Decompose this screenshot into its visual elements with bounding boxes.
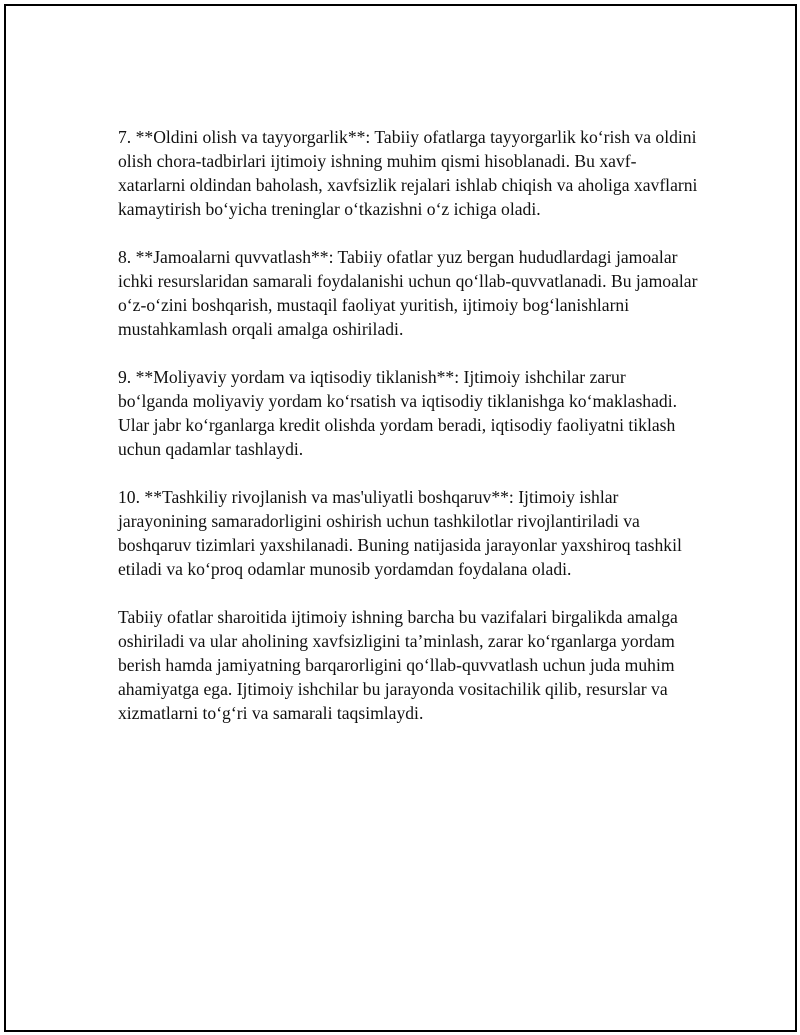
paragraph-prevention-preparedness: 7. **Oldini olish va tayyorgarlik**: Tabiiy ofatlarga tayyorgarlik ko‘rish va oldini olish chora-tadbirlari ijtimoiy ishning muhim qismi hisoblanadi. Bu xavf-xatarlarni oldindan baholash, xavfsizlik rejalari ishlab chiqish va aholiga xavflarni kamaytirish bo‘yicha treninglar o‘tkazishni o‘z ichiga oladi. — [118, 127, 698, 219]
paragraph-financial-aid: 9. **Moliyaviy yordam va iqtisodiy tiklanish**: Ijtimoiy ishchilar zarur bo‘lganda moliyaviy yordam ko‘rsatish va iqtisodiy tiklanishga ko‘maklashadi. Ular jabr ko‘rganlarga kredit olishda yordam beradi, iqtisodiy faoliyatni tiklash uchun qadamlar tashlaydi. — [118, 367, 677, 459]
document-body — [118, 125, 698, 749]
document-page — [4, 4, 797, 1032]
paragraph-conclusion: Tabiiy ofatlar sharoitida ijtimoiy ishning barcha bu vazifalari birgalikda amalga oshiriladi va ular aholining xavfsizligini ta’minlash, zarar ko‘rganlarga yordam berish hamda jamiyatning barqarorligini qo‘llab-quvvatlash uchun juda muhim ahamiyatga ega. Ijtimoiy ishchilar bu jarayonda vositachilik qilib, resurslar va xizmatlarni to‘g‘ri va samarali taqsimlaydi. — [118, 607, 678, 723]
paragraph-community-support: 8. **Jamoalarni quvvatlash**: Tabiiy ofatlar yuz bergan hududlardagi jamoalar ichki resurslaridan samarali foydalanishi uchun qo‘llab-quvvatlanadi. Bu jamoalar o‘z-o‘zini boshqarish, mustaqil faoliyat yuritish, ijtimoiy bog‘lanishlarni mustahkamlash orqali amalga oshiriladi. — [118, 247, 698, 339]
paragraph-organizational-development: 10. **Tashkiliy rivojlanish va mas'uliyatli boshqaruv**: Ijtimoiy ishlar jarayonining samaradorligini oshirish uchun tashkilotlar rivojlantiriladi va boshqaruv tizimlari yaxshilanadi. Buning natijasida jarayonlar yaxshiroq tashkil etiladi va ko‘proq odamlar munosib yordamdan foydalana oladi. — [118, 487, 682, 579]
